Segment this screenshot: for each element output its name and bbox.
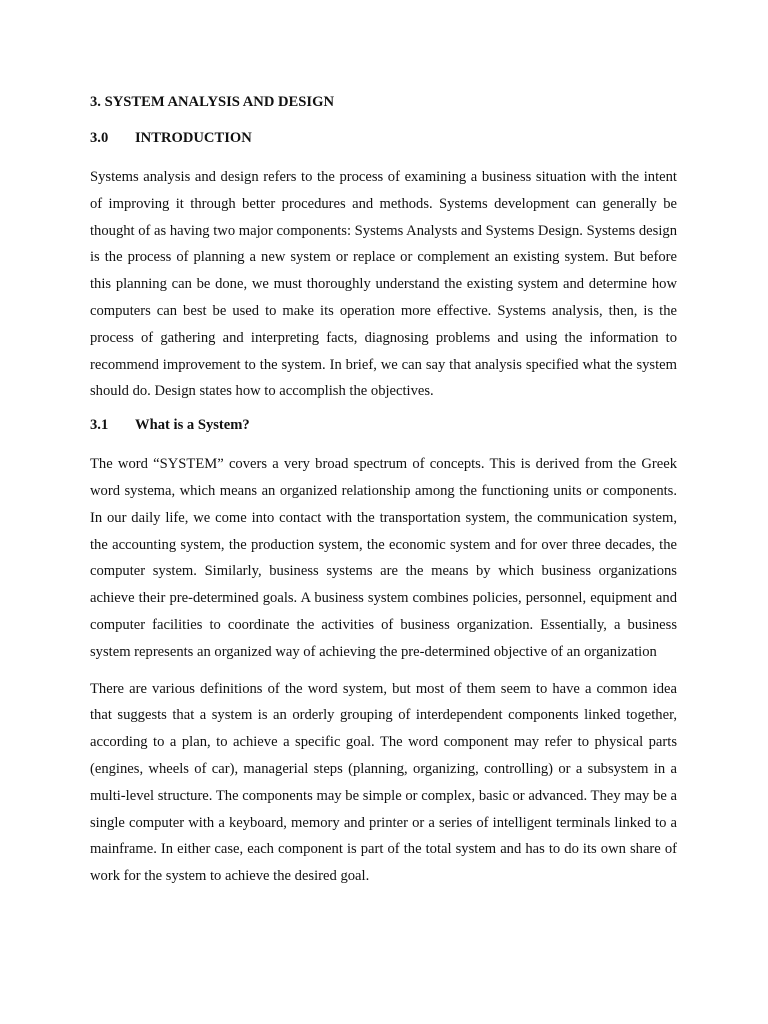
section-title: What is a System? — [135, 417, 250, 434]
system-definition-paragraph: The word “SYSTEM” covers a very broad spectrum of concepts. This is derived from the Greek word systema, which means an organized relationship among the functioning units or components. In our daily life, we come into contact with the transportation system, the communication system, the accounting system, the production system, the economic system and for over three decades, the computer system. Similarly, business systems are the means by which business organizations achieve their pre-determined goals. A business system combines policies, personnel, equipment and computer facilities to coordinate the activities of business organization. Essentially, a business system represents an organized way of achieving the pre-determined objective of an organization — [90, 456, 677, 660]
chapter-title: 3. SYSTEM ANALYSIS AND DESIGN — [90, 94, 334, 110]
document-body — [90, 92, 677, 900]
section-number: 3.0 — [90, 130, 109, 146]
section-heading-what-is-a-system — [90, 415, 677, 435]
section-number: 3.1 — [90, 417, 109, 434]
section-title: INTRODUCTION — [135, 130, 252, 146]
introduction-paragraph: Systems analysis and design refers to the process of examining a business situation with the intent of improving it through better procedures and methods. Systems development can generally be thought of as having two major components: Systems Analysts and Systems Design. Systems design is the process of planning a new system or replace or complement an existing system. But before this planning can be done, we must thoroughly understand the existing system and determine how computers can best be used to make its operation more effective. Systems analysis, then, is the process of gathering and interpreting facts, diagnosing problems and using the information to recommend improvement to the system. In brief, we can say that analysis specified what the system should do. Design states how to accomplish the objectives. — [90, 169, 677, 400]
system-components-paragraph: There are various definitions of the word system, but most of them seem to have a common idea that suggests that a system is an orderly grouping of interdependent components linked together, according to a plan, to achieve a specific goal. The word component may refer to physical parts (engines, wheels of car), managerial steps (planning, organizing, controlling) or a subsystem in a multi-level structure. The components may be simple or complex, basic or advanced. They may be a single computer with a keyboard, memory and printer or a series of intelligent terminals linked to a mainframe. In either case, each component is part of the total system and has to do its own share of work for the system to achieve the desired goal. — [90, 680, 677, 885]
section-heading-introduction — [90, 128, 677, 148]
